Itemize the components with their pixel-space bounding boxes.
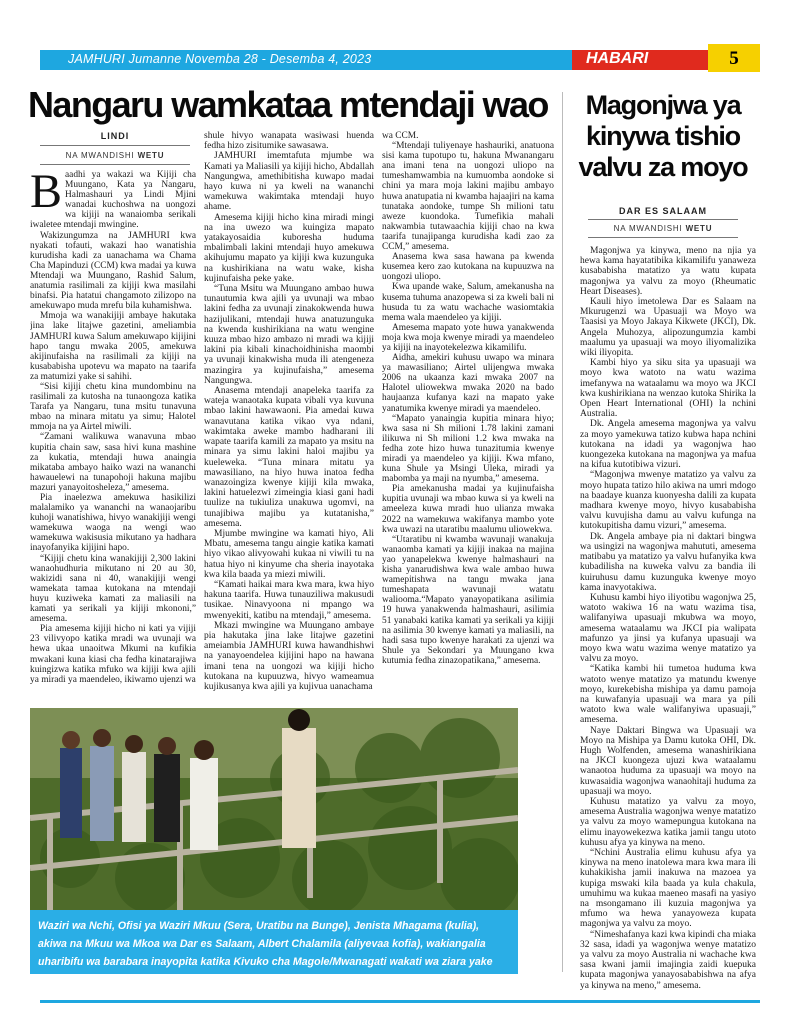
drop-cap: B	[30, 170, 63, 218]
paragraph: aadhi ya wakazi wa Kijiji cha Muungano, Kata ya Nangaru, Halmashauri ya Lindi Mjini wanadai kuchoshwa na uongozi wa kijiji na wanaiomba serikali iwaletee mtendaji mwingine.	[30, 170, 196, 231]
main-article-column-3	[382, 131, 554, 700]
main-byline	[30, 151, 200, 160]
paragraph: “Kamati haikai mara kwa mara, kwa hiyo hakuna taarifa. Huwa tunauziliwa makusudi tusikae. Ninavyoona ni mpango wa mwenyekiti, katibu na mtendaji,” amesema.	[204, 579, 374, 621]
paragraph: Dk. Angela ambaye pia ni daktari bingwa wa usingizi na wagonjwa mahututi, amesema matibabu ya matatizo ya valvu hufanyika kwa kubadilisha na kuweka valvu za bandia ili kuiruhusu damu kuzunguka kwenye moyo kama inavyotakiwa.	[580, 531, 756, 593]
paragraph: “Sisi kijiji chetu kina mundombinu na rasilimali za kutosha na tunaongoza katika Tarafa ya Nangaru, tuna msitu tunavuna mbao na minara mitatu ya simu; Halotel mmoja na ya Airtel miwili.	[30, 381, 196, 433]
main-headline: Nangaru wamkataa mtendaji wao	[28, 84, 548, 125]
sidebar-byline	[578, 224, 748, 233]
column-divider	[562, 92, 563, 972]
byline-prefix: NA MWANDISHI	[65, 151, 138, 160]
paragraph: Kauli hiyo imetolewa Dar es Salaam na Mkurugenzi wa Upasuaji wa Moyo wa Taasisi ya Moyo Jakaya Kikwete (JKCI), Dk. Angela Muhozya, alipozungumzia kambi maalumu ya upasuaji wa moyo iliyomalizika wiki iliyopita.	[580, 297, 756, 359]
paragraph: Pia amesema kijiji hicho ni kati ya vijiji 23 vilivyopo katika mradi wa uvunaji wa hewa ukaa unaoitwa Mkumi na kufikia mwakani kuna kiasi cha fedha kinatarajiwa kuingizwa katika mfuko wa kijiji kwa ajili ya miradi ya maendeleo, ikiwamo ujenzi wa	[30, 624, 196, 685]
paragraph: JAMHURI imemtafuta mjumbe wa Kamati ya Maliasili ya kijiji hicho, Abdallah Nangungwa, amethibitisha kuwapo madai hayo kuwa ni ya kweli na wananchi wamekuwa wakimtaka mtendaji huyo ahame.	[204, 151, 374, 213]
sidebar-dateline: DAR ES SALAAM	[618, 206, 707, 216]
paragraph: shule hivyo wanapata wasiwasi huenda fedha hizo zisitumike sawasawa.	[204, 131, 374, 152]
paragraph: Amesema mapato yote huwa yanakwenda moja kwa moja kwenye miradi ya maendeleo ya kijiji na inayotekelezwa kikamilifu.	[382, 322, 554, 353]
sidebar-dateline-rule	[588, 219, 738, 220]
paragraph: “Mtendaji tuliyenaye hashauriki, anatuona sisi kama tupotupo tu, hakuna Mwanangaru ana imani tena na uongozi uliopo na tumeshamwambia na kumuomba aondoke si chini ya mara moja lakini majibu ambayo huwa anatupatia ni kwamba hajaajiri na kama tunataka aondoke, tumpe Sh milioni tatu aweze kuondoka. Tumefikia mahali nakwambia tutawaachia kijiji chao na kwa taarifa tunajipanga kurudisha kadi zao za CCM,” amesema.	[382, 141, 554, 253]
paragraph: Aidha, amekiri kuhusu uwapo wa minara ya mawasiliano; Airtel ulijengwa mwaka 2006 na ukaanza kazi mwaka 2007 na Halotel uliowekwa mwaka 2020 na bado haujaanza kufanya kazi na mapato yake yanatumika kwenye miradi ya maendeleo.	[382, 353, 554, 414]
masthead-bar	[0, 0, 800, 72]
paragraph: Mmoja wa wanakijiji ambaye hakutaka jina lake litajwe gazetini, ameliambia JAMHURI kuwa Salum amekuwapo kijijini hapo tangu mwaka 2005, amekuwa akijinufaisha na rasilimali za kijiji na kusababisha upotevu wa mapato na taarifa za matumizi yake si sahihi.	[30, 311, 196, 382]
paragraph: “Nimeshafanya kazi kwa kipindi cha miaka 32 sasa, idadi ya wagonjwa wenye matatizo ya valvu za moyo Australia ni wachache kwa sasa kwani jamii imajingia zaidi kuepuka kupata magonjwa yanayosababishwa na afya ya kinywa na meno,” amesema.	[580, 929, 756, 991]
paragraph: Mjumbe mwingine wa kamati hiyo, Ali Mbatu, amesema tangu aingie katika kamati hiyo vikao alivyowahi kukaa ni viwili tu na hatua hiyo ni kinyume cha sheria inayotaka kwa kila baada ya miezi miwili.	[204, 528, 374, 580]
paragraph: Mkazi mwingine wa Muungano ambaye pia hakutaka jina lake litajwe gazetini ameiambia JAMHURI kuwa hawandhishwi na yanayoendelea kijijini hapo na hawana imani tena na uongozi wa kijiji hicho kutokana na kupuuzwa, hivyo wameamua kujikusanya kwa ajili ya kujivua uanachama	[204, 620, 374, 692]
section-label-box	[572, 50, 708, 70]
dateline-rule	[40, 145, 190, 146]
byline-name: WETU	[685, 224, 713, 233]
main-article-column-1	[30, 170, 196, 700]
paragraph: “Kijiji chetu kina wanakijiji 2,300 lakini wanaohudhuria mikutano ni 20 au 30, wakizidi sana ni 40, wanakijiji wengi wamekata tamaa kutokana na mtendaji huyu kuziweka kamati za maliasili na kamati ya serikali ya kijiji mkononi,” amesema.	[30, 553, 196, 625]
paragraph: Kuhusu matatizo ya valvu za moyo, amesema Australia wagonjwa wenye matatizo ya valvu za moyo wamepungua kutokana na elimu inayowekezwa katika jamii tangu utoto kuhusu afya ya kinywa na meno.	[580, 796, 756, 848]
paragraph: “Utaratibu ni kwamba wavunaji wanakuja wanaomba kamati ya kijiji inakaa na majina yao yanapelekwa kwenye halmashauri na kisha yanarudishwa kwa wale ambao huwa wamepitishwa na tangu mwaka jana tumeshapata wavunaji watatu waliooma.“Mapato yanayopatikana asilimia 19 huwa yanakwenda halmashauri, asilimia 51 yanabaki katika kamati ya serikali ya kijiji na asilimia 30 kwenye kamati ya maliasili, na hadi sasa tupo kwenye harakati za ujenzi wa Shule ya Sekondari ya Muungano kwa kutumia fedha zinazopatikana,” amesema.	[382, 534, 554, 666]
sidebar-article-body	[580, 246, 756, 994]
news-photo	[30, 708, 518, 910]
publication-strip	[40, 50, 572, 70]
sidebar-headline: Magonjwa ya kinywa tishio valvu za moyo	[578, 90, 748, 182]
paragraph: “Mapato yanaingia kupitia minara hiyo; kwa sasa ni Sh milioni 1.78 lakini zamani ilikuwa ni Sh milioni 1.2 kwa mwaka na fedha zote hizo huwa tunazitumia kwenye miradi ya maendeleo ya kijiji. Kwa mfano, kuna Shule ya Msingi Uleka, miradi ya mabomba ya maji na nyumba,” amesema.	[382, 413, 554, 485]
paragraph: Amesema kijiji hicho kina miradi mingi na ina uwezo wa kuingiza mapato yatakayosaidia kuboresha huduma mbalimbali lakini mtendaji huyo amekuwa akihujumu mapato ya kijiji kwa kuzunguka na kushirikiana na watu wake, kisha kujinufaisha peke yake.	[204, 212, 374, 284]
page-number-box	[708, 44, 760, 72]
paragraph: Anasema kwa sasa hawana pa kwenda kusemea kero zao kutokana na kupuuzwa na uongozi uliopo.	[382, 252, 554, 283]
footer-rule	[40, 1000, 760, 1003]
byline-name: WETU	[137, 151, 165, 160]
paragraph: “Tuna Msitu wa Muungano ambao huwa tunautumia kwa ajili ya uvunaji wa mbao lakini fedha za uvunaji zinakokwenda huwa hazijulikani, mtendaji huwa anatuzunguka na kwenda kushirikiana na watu wengine kuuza mbao hizo ambazo ni mradi wa kijiji lakini pia kibali kinachoidhinisha maombi ya uvunaji kinakwisha muda ili atengeneza mazingira ya kujinufaisha,” amesema Nangungwa.	[204, 284, 374, 386]
paragraph: Magonjwa ya kinywa, meno na njia ya hewa kama hayatatibika kikamilifu yanaweza kusababisha matatizo ya watu kupata magonjwa ya valvu za moyo (Rheumatic Heart Diseases).	[580, 246, 756, 297]
photo-caption: Waziri wa Nchi, Ofisi ya Waziri Mkuu (Sera, Uratibu na Bunge), Jenista Mhagama (kulia), akiwa na Mkuu wa Mkoa wa Dar es Salaam, Albert Chalamila (aliyevaa kofia), wakiangalia uharibifu wa barabara inayopita katika Kivuko cha Magole/Mwanagati wakati wa ziara yake jijini Dar es Salaam.	[38, 920, 493, 986]
paragraph: “Zamani walikuwa wanavuna mbao kupitia chain saw, sasa hivi kuna mashine za kukatia, mtendaji huwa anaingia mikataba ambayo haiko wazi na wananchi hawauelewi na tunapohoji hakuna majibu mazuri yanayoitosheleza,” amesema.	[30, 432, 196, 493]
paragraph: “Katika kambi hii tumetoa huduma kwa watoto wenye matatizo ya matundu kwenye moyo, kurekebisha mishipa ya damu pamoja na kuwafanyia upasuaji wa mara ya pili watoto kwa wale walifanyiwa upasuaji,” amesema.	[580, 664, 756, 726]
paragraph: Naye Daktari Bingwa wa Upasuaji wa Moyo na Mishipa ya Damu kutoka OHI, Dk. Hugh Wolfenden, amesema wanashirikiana na JKCI kuongeza ujuzi kwa wataalamu wanaotoa huduma za upasuaji wa moyo na kuwasaidia wagonjwa wanaohitaji huduma za upasuaji wa moyo.	[580, 725, 756, 797]
paragraph: Kwa upande wake, Salum, amekanusha na kusema tuhuma anazopewa si za kweli bali ni husuda tu za watu wachache wasiomtakia mema wala maendeleo ya kijiji.	[382, 282, 554, 323]
paragraph: Kambi hiyo ya siku sita ya upasuaji wa moyo kwa watoto na watu wazima imefanywa na wataalamu wa moyo wa JKCI kwa kushirikiana na wenzao kutoka Shirika la Open Heart International (OHI) la nchini Australia.	[580, 358, 756, 420]
main-dateline: LINDI	[100, 131, 130, 141]
section-label: HABARI	[586, 50, 649, 67]
publication-line: JAMHURI Jumanne Novemba 28 - Desemba 4, 2023	[68, 52, 372, 66]
paragraph: Dk. Angela amesema magonjwa ya valvu za moyo yamekuwa tatizo kubwa hapa nchini kutokana na idadi ya wagonjwa hao kuongezeka kutokana na magonjwa ya mafua na kifua kutotibiwa vizuri.	[580, 419, 756, 471]
paragraph: Pia inaelezwa amekuwa hasikilizi malalamiko ya wananchi na wanaojaribu kuhoji wanatishiwa, hivyo wanakijiji wengi wamekuwa waoga na wengi wao wamekuwa wakisusia mikutano ya hadhara inayofanyika kijijini hapo.	[30, 493, 196, 554]
sidebar-byline-rule	[588, 237, 738, 238]
photo-illustration	[30, 708, 518, 910]
byline-rule	[40, 164, 190, 165]
paragraph: Kuhusu kambi hiyo iliyotibu wagonjwa 25, watoto wakiwa 16 na watu wazima tisa, walifanyiwa upasuaji mkubwa wa moyo, amesema wataalamu wa JKCI pia walipata mafunzo ya jinsi ya kufanya upasuaji wa moyo kwa watu wazima wenye matatizo ya valvu za moyo.	[580, 592, 756, 665]
photo-caption-box	[30, 910, 518, 986]
paragraph: Anasema mtendaji anapeleka taarifa za wateja wanaotaka kupata vibali vya kuvuna mbao lakini hawawaoni. Pia amedai kuwa wanavutana katika vikao vya ndani, wakimtaka aweke mambo hadharani ili wapate taarifa kamili za mapato ya msitu na minara ya simu lakini haloi majibu ya kueleweka. “Tuna minara mitatu ya mawasiliano, na hiyo huwa inatoa fedha wanazoingiza kwenye kijiji kila mwaka, lakini hatuelezwi zimeingia kiasi gani hadi tuulize na tukiuliza unakuwa ugomvi, na tunajibiwa majibu ya kutatanisha,” amesema.	[204, 386, 374, 529]
paragraph: Wakizungumza na JAMHURI kwa nyakati tofauti, wakazi hao wanatishia kurudisha kadi za uanachama wa Chama Cha Mapinduzi (CCM) kwa madai ya kuwa Mtendaji wa Muungano, Rashid Salum, anatumia rasilimali za kijiji kwa masilahi binafsi. Pia hatatui changamoto zilizopo na amekuwapo muda mrefu bila kuhamishwa.	[30, 230, 196, 312]
paragraph: “Nchini Australia elimu kuhusu afya ya kinywa na meno inatolewa mara kwa mara ili kuhakikisha jamii inakuwa na mazoea ya kupiga mswaki kila baada ya kula chakula, umuhimu wa kukaa maeneo masafi na yasiyo na msongamano ili kuzuia magonjwa ya mfumo wa hewa yanayoweza kupata magonjwa ya valvu za moyo.	[580, 847, 756, 930]
main-article-column-2	[204, 131, 374, 700]
paragraph: Pia amekanusha madai ya kujinufaisha kupitia uvunaji wa mbao kuwa si ya kweli na ameeleza kuwa mradi huo ulianza mwaka 2022 na wamekuwa wakifanya mambo yote kwa uwazi na utaratibu maalumu uliowekwa.	[382, 484, 554, 535]
page-number: 5	[729, 48, 739, 69]
paragraph: “Magonjwa mwenye matatizo ya valvu za moyo hupata tatizo hilo akiwa na umri mdogo na baadaye kuanza kuonyesha dalili za kupata madhara kwenye moyo, hivyo kusababisha valvu kuvujisha damu au valvu kufunga na kutokupitisha damu vizuri,” amesema.	[580, 470, 756, 532]
byline-prefix: NA MWANDISHI	[613, 224, 686, 233]
paragraph: wa CCM.	[382, 131, 419, 141]
